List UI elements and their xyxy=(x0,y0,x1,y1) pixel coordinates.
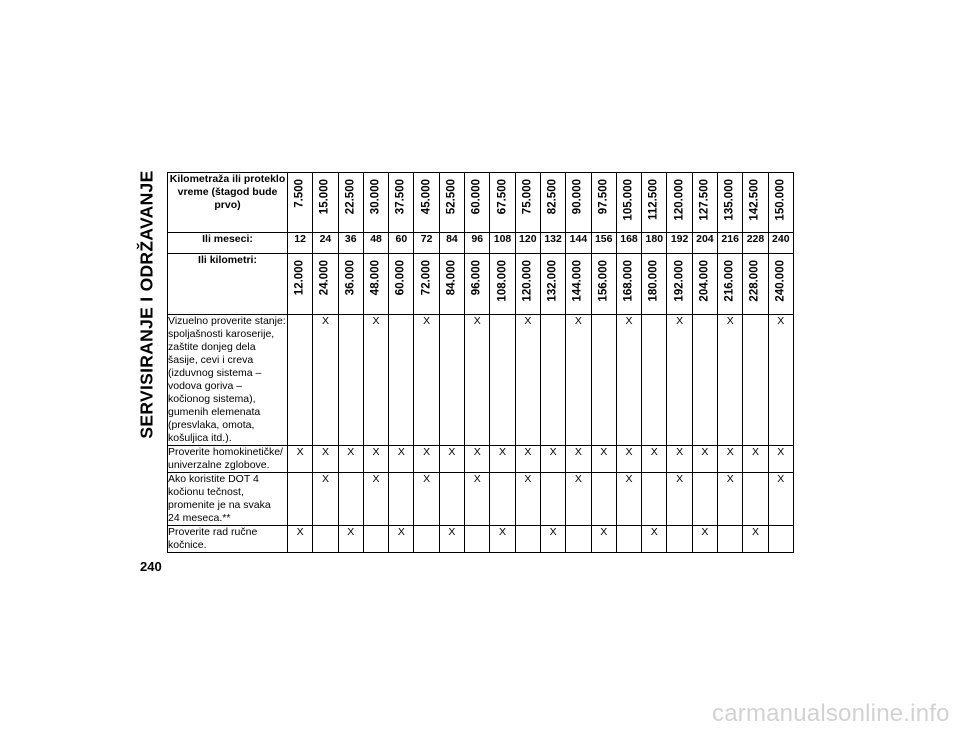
mileage-header-cell xyxy=(363,173,388,233)
task-mark xyxy=(439,315,464,446)
task-mark xyxy=(338,473,363,526)
task-mark: X xyxy=(768,315,793,446)
task-mark xyxy=(642,315,667,446)
months-value: 48 xyxy=(363,233,388,254)
task-mark: X xyxy=(642,446,667,473)
mileage-value: 135.000 xyxy=(723,179,736,221)
task-mark: X xyxy=(363,315,388,446)
task-mark: X xyxy=(591,526,616,553)
kilometers-cell xyxy=(465,254,490,315)
task-mark xyxy=(338,315,363,446)
mileage-value: 150.000 xyxy=(774,179,787,221)
kilometers-row xyxy=(168,254,794,315)
mileage-value: 15.000 xyxy=(318,179,331,215)
mileage-value: 45.000 xyxy=(420,179,433,215)
task-mark: X xyxy=(616,446,641,473)
mileage-header-cell xyxy=(490,173,515,233)
task-mark: X xyxy=(768,473,793,526)
task-mark: X xyxy=(692,446,717,473)
task-mark xyxy=(540,473,565,526)
kilometers-cell xyxy=(490,254,515,315)
months-value: 144 xyxy=(566,233,591,254)
task-mark: X xyxy=(439,526,464,553)
months-value: 108 xyxy=(490,233,515,254)
task-description-line: Vizuelno proverite stanje: xyxy=(168,315,286,327)
task-mark: X xyxy=(515,315,540,446)
mileage-header-cell xyxy=(566,173,591,233)
task-mark: X xyxy=(490,446,515,473)
task-mark xyxy=(718,526,743,553)
kilometers-cell xyxy=(288,254,313,315)
task-mark: X xyxy=(667,315,692,446)
task-mark xyxy=(389,315,414,446)
section-title: SERVISIRANJE I ODRŽAVANJE xyxy=(136,169,157,439)
task-mark: X xyxy=(718,446,743,473)
kilometers-cell xyxy=(642,254,667,315)
kilometers-value: 216.000 xyxy=(723,260,736,302)
task-mark xyxy=(515,526,540,553)
task-mark xyxy=(743,315,768,446)
kilometers-cell xyxy=(338,254,363,315)
kilometers-value: 180.000 xyxy=(647,260,660,302)
mileage-value: 37.500 xyxy=(394,179,407,215)
task-description-line: zaštite donjeg dela xyxy=(168,341,256,353)
months-label: Ili meseci: xyxy=(168,233,288,254)
kilometers-cell xyxy=(566,254,591,315)
mileage-header-cell xyxy=(465,173,490,233)
task-mark: X xyxy=(313,473,338,526)
task-mark: X xyxy=(389,446,414,473)
kilometers-value: 120.000 xyxy=(521,260,534,302)
months-value: 204 xyxy=(692,233,717,254)
task-mark: X xyxy=(288,446,313,473)
kilometers-cell xyxy=(718,254,743,315)
task-mark: X xyxy=(414,446,439,473)
task-mark: X xyxy=(591,446,616,473)
task-mark xyxy=(591,315,616,446)
kilometers-cell xyxy=(389,254,414,315)
mileage-header-cell xyxy=(642,173,667,233)
task-mark: X xyxy=(616,315,641,446)
task-mark: X xyxy=(363,446,388,473)
task-mark xyxy=(566,526,591,553)
mileage-value: 105.000 xyxy=(622,179,635,221)
task-mark: X xyxy=(566,315,591,446)
kilometers-cell xyxy=(363,254,388,315)
task-mark: X xyxy=(566,473,591,526)
task-mark: X xyxy=(465,446,490,473)
kilometers-value: 204.000 xyxy=(698,260,711,302)
months-value: 180 xyxy=(642,233,667,254)
task-mark: X xyxy=(313,446,338,473)
task-mark: X xyxy=(718,473,743,526)
task-mark: X xyxy=(616,473,641,526)
months-value: 132 xyxy=(540,233,565,254)
task-row xyxy=(168,446,794,473)
kilometers-value: 228.000 xyxy=(748,260,761,302)
task-mark: X xyxy=(566,446,591,473)
kilometers-cell xyxy=(616,254,641,315)
months-value: 84 xyxy=(439,233,464,254)
task-mark: X xyxy=(389,526,414,553)
mileage-header-row xyxy=(168,173,794,233)
task-description-line: vodova goriva – xyxy=(168,380,243,392)
task-mark xyxy=(490,473,515,526)
months-value: 156 xyxy=(591,233,616,254)
mileage-header-cell xyxy=(540,173,565,233)
mileage-value: 22.500 xyxy=(344,179,357,215)
task-mark xyxy=(692,473,717,526)
task-description-line: kočionog sistema), xyxy=(168,393,256,405)
task-mark xyxy=(363,526,388,553)
page-number: 240 xyxy=(140,559,162,574)
task-mark xyxy=(616,526,641,553)
task-mark: X xyxy=(363,473,388,526)
kilometers-value: 84.000 xyxy=(445,260,458,296)
mileage-header-cell xyxy=(439,173,464,233)
task-description xyxy=(168,446,288,473)
mileage-value: 90.000 xyxy=(571,179,584,215)
mileage-header-cell xyxy=(743,173,768,233)
kilometers-value: 156.000 xyxy=(597,260,610,302)
kilometers-value: 36.000 xyxy=(344,260,357,296)
kilometers-value: 48.000 xyxy=(369,260,382,296)
task-mark xyxy=(288,315,313,446)
task-description-line: kočionu tečnost, xyxy=(168,486,244,498)
months-value: 96 xyxy=(465,233,490,254)
kilometers-value: 168.000 xyxy=(622,260,635,302)
task-mark: X xyxy=(667,446,692,473)
task-description-line: Proverite homokinetičke/ xyxy=(168,446,283,458)
task-mark: X xyxy=(540,526,565,553)
months-value: 60 xyxy=(389,233,414,254)
mileage-value: 82.500 xyxy=(546,179,559,215)
task-mark: X xyxy=(414,473,439,526)
task-mark: X xyxy=(743,446,768,473)
kilometers-cell xyxy=(591,254,616,315)
mileage-value: 30.000 xyxy=(369,179,382,215)
mileage-value: 60.000 xyxy=(470,179,483,215)
kilometers-cell xyxy=(439,254,464,315)
kilometers-label: Ili kilometri: xyxy=(168,254,288,315)
maintenance-schedule-table xyxy=(167,172,794,553)
kilometers-cell xyxy=(540,254,565,315)
task-row xyxy=(168,473,794,526)
task-mark xyxy=(288,473,313,526)
task-description-line: košuljica itd.). xyxy=(168,432,232,444)
task-description xyxy=(168,315,288,446)
mileage-value: 142.500 xyxy=(748,179,761,221)
task-mark: X xyxy=(515,473,540,526)
kilometers-value: 24.000 xyxy=(318,260,331,296)
task-mark xyxy=(692,315,717,446)
task-description-line: spoljašnosti karoserije, xyxy=(168,328,275,340)
mileage-value: 7.500 xyxy=(293,179,306,208)
mileage-header-cell xyxy=(616,173,641,233)
mileage-header-cell xyxy=(768,173,793,233)
months-value: 228 xyxy=(743,233,768,254)
months-value: 24 xyxy=(313,233,338,254)
mileage-header-label: Kilometraža ili proteklo vreme (štagod bude prvo) xyxy=(168,173,288,233)
mileage-header-cell xyxy=(389,173,414,233)
kilometers-cell xyxy=(515,254,540,315)
kilometers-cell xyxy=(743,254,768,315)
mileage-value: 127.500 xyxy=(698,179,711,221)
kilometers-cell xyxy=(414,254,439,315)
task-mark: X xyxy=(490,526,515,553)
months-row xyxy=(168,233,794,254)
kilometers-cell xyxy=(692,254,717,315)
task-description-line: kočnice. xyxy=(168,539,207,551)
mileage-value: 120.000 xyxy=(673,179,686,221)
task-description-line: (presvlaka, omota, xyxy=(168,419,255,431)
task-description-line: (izduvnog sistema – xyxy=(168,367,262,379)
mileage-header-cell xyxy=(515,173,540,233)
kilometers-value: 108.000 xyxy=(496,260,509,302)
task-mark: X xyxy=(642,526,667,553)
months-value: 36 xyxy=(338,233,363,254)
task-mark xyxy=(743,473,768,526)
mileage-value: 75.000 xyxy=(521,179,534,215)
task-description xyxy=(168,526,288,553)
months-value: 192 xyxy=(667,233,692,254)
task-mark: X xyxy=(768,446,793,473)
task-mark: X xyxy=(515,446,540,473)
months-value: 240 xyxy=(768,233,793,254)
kilometers-cell xyxy=(667,254,692,315)
mileage-header-cell xyxy=(338,173,363,233)
task-mark: X xyxy=(338,446,363,473)
task-mark: X xyxy=(540,446,565,473)
task-mark: X xyxy=(338,526,363,553)
months-value: 12 xyxy=(288,233,313,254)
task-mark: X xyxy=(718,315,743,446)
task-description xyxy=(168,473,288,526)
kilometers-value: 96.000 xyxy=(470,260,483,296)
months-value: 216 xyxy=(718,233,743,254)
kilometers-cell xyxy=(768,254,793,315)
kilometers-value: 240.000 xyxy=(774,260,787,302)
task-mark: X xyxy=(288,526,313,553)
mileage-value: 52.500 xyxy=(445,179,458,215)
task-mark xyxy=(414,526,439,553)
mileage-header-cell xyxy=(667,173,692,233)
task-mark: X xyxy=(465,315,490,446)
task-mark xyxy=(591,473,616,526)
task-mark xyxy=(439,473,464,526)
task-mark xyxy=(490,315,515,446)
kilometers-value: 72.000 xyxy=(420,260,433,296)
task-mark xyxy=(667,526,692,553)
task-mark: X xyxy=(414,315,439,446)
months-value: 168 xyxy=(616,233,641,254)
task-mark xyxy=(540,315,565,446)
task-description-line: gumenih elemenata xyxy=(168,406,261,418)
task-description-line: 24 meseca.** xyxy=(168,512,231,524)
task-mark xyxy=(642,473,667,526)
kilometers-value: 132.000 xyxy=(546,260,559,302)
task-mark: X xyxy=(743,526,768,553)
task-description-line: šasije, cevi i creva xyxy=(168,354,254,366)
task-mark xyxy=(389,473,414,526)
kilometers-value: 60.000 xyxy=(394,260,407,296)
task-description-line: Ako koristite DOT 4 xyxy=(168,473,259,485)
months-value: 72 xyxy=(414,233,439,254)
task-mark: X xyxy=(692,526,717,553)
mileage-value: 67.500 xyxy=(496,179,509,215)
task-description-line: Proverite rad ručne xyxy=(168,526,258,538)
kilometers-value: 192.000 xyxy=(673,260,686,302)
mileage-header-cell xyxy=(313,173,338,233)
watermark: carmanualsonline.info xyxy=(712,700,950,727)
task-description-line: promenite je na svaka xyxy=(168,499,271,511)
mileage-header-cell xyxy=(414,173,439,233)
task-mark xyxy=(465,526,490,553)
task-description-line: univerzalne zglobove. xyxy=(168,459,270,471)
task-mark: X xyxy=(465,473,490,526)
mileage-header-cell xyxy=(288,173,313,233)
task-mark xyxy=(768,526,793,553)
mileage-value: 112.500 xyxy=(647,179,660,220)
mileage-header-cell xyxy=(591,173,616,233)
months-value: 120 xyxy=(515,233,540,254)
task-mark: X xyxy=(667,473,692,526)
mileage-header-cell xyxy=(718,173,743,233)
kilometers-cell xyxy=(313,254,338,315)
task-mark: X xyxy=(439,446,464,473)
task-row xyxy=(168,315,794,446)
mileage-header-cell xyxy=(692,173,717,233)
kilometers-value: 144.000 xyxy=(571,260,584,302)
task-mark xyxy=(313,526,338,553)
task-row xyxy=(168,526,794,553)
task-mark: X xyxy=(313,315,338,446)
mileage-value: 97.500 xyxy=(597,179,610,215)
kilometers-value: 12.000 xyxy=(293,260,306,296)
